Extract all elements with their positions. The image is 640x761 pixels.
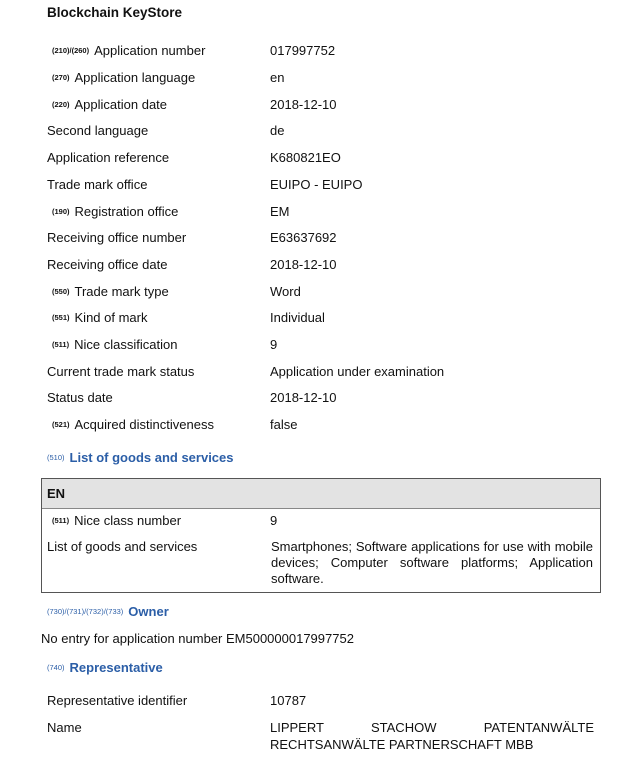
detail-label [47, 229, 186, 247]
detail-label [47, 363, 194, 381]
detail-label [47, 176, 147, 194]
owner-section-heading [47, 604, 169, 619]
detail-code: (551) [52, 312, 70, 322]
nice-class-row [47, 512, 607, 530]
detail-value: 017997752 [270, 43, 336, 58]
detail-code: (190) [52, 206, 70, 216]
representative-name-line1: LIPPERT STACHOW PATENTANWÄLTE [270, 720, 594, 735]
detail-label-text: Receiving office number [47, 230, 187, 245]
detail-label [52, 96, 167, 115]
nice-class-label: (511) Nice class number [52, 513, 182, 528]
detail-value: 9 [270, 337, 278, 352]
trademark-title: Blockchain KeyStore [47, 5, 183, 20]
detail-row [47, 149, 607, 167]
detail-label-text: Application language [74, 70, 196, 85]
detail-row [47, 363, 607, 381]
detail-label-text: Application number [94, 43, 206, 58]
detail-value: E63637692 [270, 230, 337, 245]
detail-value: de [270, 123, 285, 138]
representative-identifier-label: Representative identifier [47, 693, 188, 708]
detail-code: (511) [52, 339, 70, 349]
detail-row [47, 256, 607, 274]
detail-value: EUIPO - EUIPO [270, 177, 363, 192]
detail-value: Application under examination [270, 364, 445, 379]
detail-value: EM [270, 204, 290, 219]
detail-value: en [270, 70, 285, 85]
detail-value: K680821EO [270, 150, 341, 165]
goods-section-code: (510) [47, 453, 65, 463]
detail-label-text: Second language [47, 123, 149, 138]
detail-label [47, 122, 148, 140]
detail-label-text: Trade mark office [47, 177, 148, 192]
detail-row [47, 336, 607, 354]
detail-label-text: Receiving office date [47, 257, 168, 272]
goods-list-label: List of goods and services [47, 539, 198, 554]
detail-value: 2018-12-10 [270, 257, 337, 272]
detail-label [52, 283, 169, 302]
detail-row [47, 283, 607, 301]
owner-no-entry-message: No entry for application number EM500000017997752 [41, 631, 354, 646]
detail-value: Word [270, 284, 301, 299]
detail-label [52, 336, 177, 355]
detail-label-text: Current trade mark status [47, 364, 195, 379]
detail-row [47, 389, 607, 407]
goods-list-value: Smartphones; Software applications for use with mobile devices; Computer software platforms; Application software. [271, 539, 593, 586]
detail-label-text: Kind of mark [74, 310, 148, 325]
detail-row [47, 309, 607, 327]
language-code: EN [47, 486, 66, 501]
detail-value: 2018-12-10 [270, 97, 337, 112]
owner-section-title: Owner [128, 604, 169, 619]
detail-label-text: Application date [74, 97, 168, 112]
detail-label-text: Application reference [47, 150, 170, 165]
detail-label [47, 389, 113, 407]
detail-code: (521) [52, 419, 70, 429]
detail-row [47, 229, 607, 247]
representative-name-value [270, 719, 594, 753]
representative-section-title: Representative [69, 660, 163, 675]
detail-label [52, 42, 205, 61]
detail-value: false [270, 417, 298, 432]
detail-row [47, 416, 607, 434]
goods-section-title: List of goods and services [69, 450, 234, 465]
detail-row [47, 96, 607, 114]
detail-row [47, 203, 607, 221]
detail-row [47, 176, 607, 194]
detail-code: (210)/(260) [52, 45, 90, 55]
detail-label [47, 149, 169, 167]
detail-label-text: Acquired distinctiveness [74, 417, 214, 432]
detail-label-text: Status date [47, 390, 113, 405]
representative-section-code: (740) [47, 663, 65, 673]
representative-identifier-value: 10787 [270, 693, 307, 708]
detail-row [47, 69, 607, 87]
detail-label [47, 256, 167, 274]
owner-section-code: (730)/(731)/(732)/(733) [47, 607, 124, 617]
language-header [42, 479, 600, 509]
detail-label-text: Nice classification [74, 337, 178, 352]
goods-services-box [41, 478, 601, 593]
detail-label [52, 416, 214, 435]
detail-value: Individual [270, 310, 325, 325]
detail-label [52, 203, 178, 222]
representative-name-label: Name [47, 720, 82, 735]
detail-value: 2018-12-10 [270, 390, 337, 405]
detail-code: (550) [52, 286, 70, 296]
goods-section-heading [47, 450, 234, 465]
representative-identifier-row [47, 692, 607, 710]
representative-section-heading [47, 660, 163, 675]
detail-code: (270) [52, 72, 70, 82]
detail-row [47, 122, 607, 140]
detail-label [52, 309, 148, 328]
detail-code: (220) [52, 99, 70, 109]
detail-label [52, 69, 195, 88]
detail-label-text: Trade mark type [74, 284, 169, 299]
representative-name-line2: RECHTSANWÄLTE PARTNERSCHAFT MBB [270, 737, 534, 752]
detail-label-text: Registration office [74, 204, 179, 219]
detail-row [47, 42, 607, 60]
nice-class-value: 9 [270, 513, 278, 528]
